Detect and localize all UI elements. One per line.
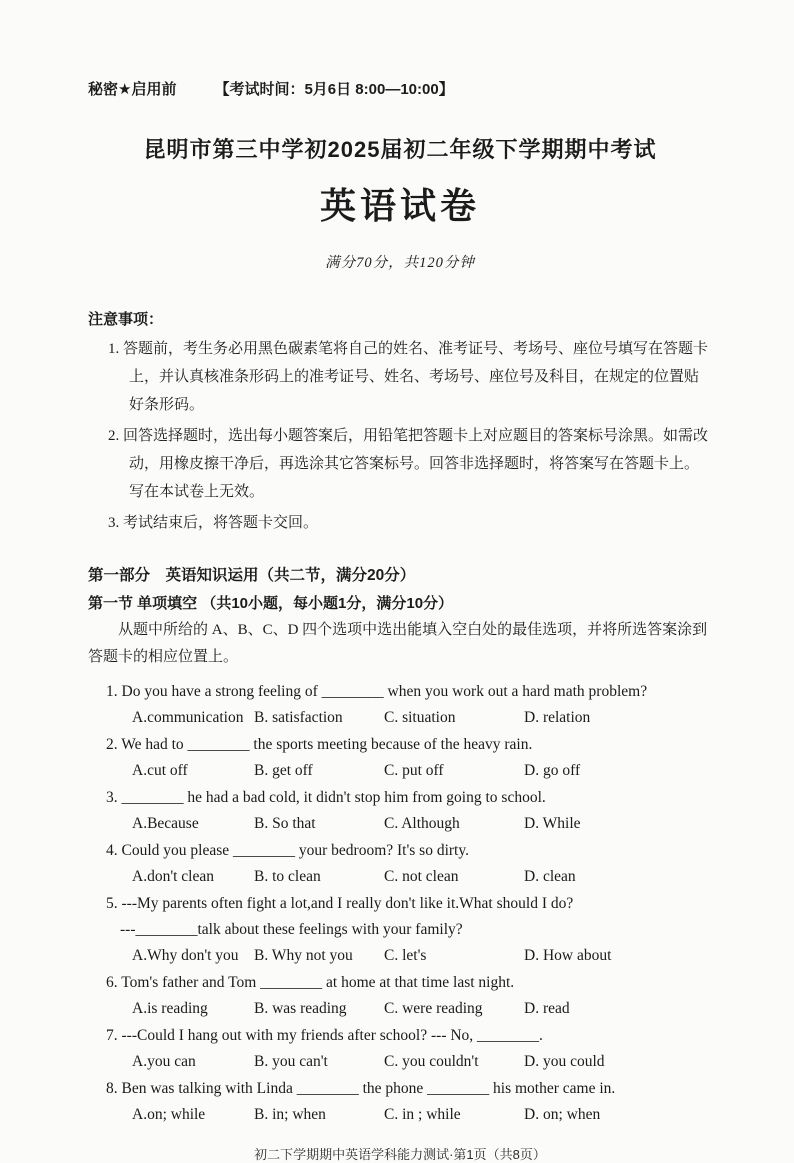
questions-list [88,679,712,1128]
option-item: D. go off [524,762,581,779]
option-item: C. in ; while [384,1106,461,1123]
option-item: B. you can't [254,1053,328,1070]
option-item: D. on; when [524,1106,601,1123]
option-item: D. read [524,1000,570,1017]
question-block [88,891,712,969]
question-stem: 2. We had to ________ the sports meeting because of the heavy rain. [106,736,533,753]
option-item: A.is reading [132,1000,208,1017]
notice-item: 3. 考试结束后，将答题卡交回。 [108,515,319,531]
question-stem: 4. Could you please ________ your bedroom? It's so dirty. [106,842,469,859]
question-block [88,1023,712,1075]
notice-item: 2. 回答选择题时，选出每小题答案后，用铅笔把答题卡上对应题目的答案标号涂黑。如需改动，用橡皮擦干净后，再选涂其它答案标号。回答非选择题时，将答案写在答题卡上。写在本试卷上无效。 [108,428,709,500]
option-item: C. were reading [384,1000,483,1017]
question-stem: 6. Tom's father and Tom ________ at home at that time last night. [106,974,515,991]
question-block [88,679,712,731]
paper-title: 英语试卷 [319,185,480,226]
options-row [88,864,712,890]
question-stem: 3. ________ he had a bad cold, it didn't stop him from going to school. [106,789,546,806]
option-item: B. was reading [254,1000,347,1017]
option-item: A.Why don't you [132,947,239,964]
option-item: D. you could [524,1053,605,1070]
notice-list [88,335,712,537]
options-row [88,705,712,731]
school-title: 昆明市第三中学初2025届初二年级下学期期中考试 [143,137,657,162]
options-row [88,943,712,969]
option-item: B. in; when [254,1106,326,1123]
options-row [88,1049,712,1075]
question-stem: 8. Ben was talking with Linda ________ the phone ________ his mother came in. [106,1080,616,1097]
classification-label: 秘密★启用前 [88,81,177,98]
option-item: A.Because [132,815,199,832]
page-footer: 初二下学期期中英语学科能力测试·第1页（共8页） [254,1147,546,1162]
question-block [88,732,712,784]
question-stem: 1. Do you have a strong feeling of ________ when you work out a hard math problem? [106,683,648,700]
option-item: A.on; while [132,1106,206,1123]
question-block [88,838,712,890]
option-item: A.communication [132,709,244,726]
part-heading: 第一部分 英语知识运用（共二节，满分20分） [88,567,416,584]
question-block [88,970,712,1022]
options-row [88,758,712,784]
option-item: A.cut off [132,762,188,779]
option-item: C. put off [384,762,444,779]
option-item: B. satisfaction [254,709,343,726]
exam-time-label: 【考试时间：5月6日 8:00—10:00】 [214,81,454,98]
section-instructions: 从题中所给的 A、B、C、D 四个选项中选出能填入空白处的最佳选项，并将所选答案涂到答题卡的相应位置上。 [88,622,708,665]
notice-item: 1. 答题前，考生务必用黑色碳素笔将自己的姓名、准考证号、考场号、座位号填写在答题卡上，并认真核准条形码上的准考证号、姓名、考场号、座位号及科目，在规定的位置贴好条形码。 [108,341,709,413]
option-item: B. Why not you [254,947,353,964]
option-item: A.don't clean [132,868,214,885]
option-item: D. clean [524,868,576,885]
option-item: B. get off [254,762,313,779]
notice-section [88,308,712,537]
question-block [88,1076,712,1128]
section-heading: 第一节 单项填空 （共10小题，每小题1分，满分10分） [88,595,454,612]
question-stem: 7. ---Could I hang out with my friends after school? --- No, ________. [106,1027,543,1044]
option-item: C. Although [384,815,460,832]
question-stem: ---________talk about these feelings with your family? [120,921,463,938]
option-item: B. So that [254,815,316,832]
option-item: C. situation [384,709,456,726]
option-item: C. not clean [384,868,459,885]
question-stem: 5. ---My parents often fight a lot,and I really don't like it.What should I do? [106,895,574,912]
notice-heading: 注意事项： [88,311,164,328]
option-item: D. How about [524,947,612,964]
options-row [88,996,712,1022]
score-info: 满分70分，共120分钟 [325,255,475,271]
option-item: C. you couldn't [384,1053,479,1070]
options-row [88,811,712,837]
option-item: D. relation [524,709,591,726]
option-item: C. let's [384,947,427,964]
options-row [88,1102,712,1128]
option-item: D. While [524,815,581,832]
question-block [88,785,712,837]
page-header [88,78,712,99]
option-item: A.you can [132,1053,196,1070]
option-item: B. to clean [254,868,321,885]
